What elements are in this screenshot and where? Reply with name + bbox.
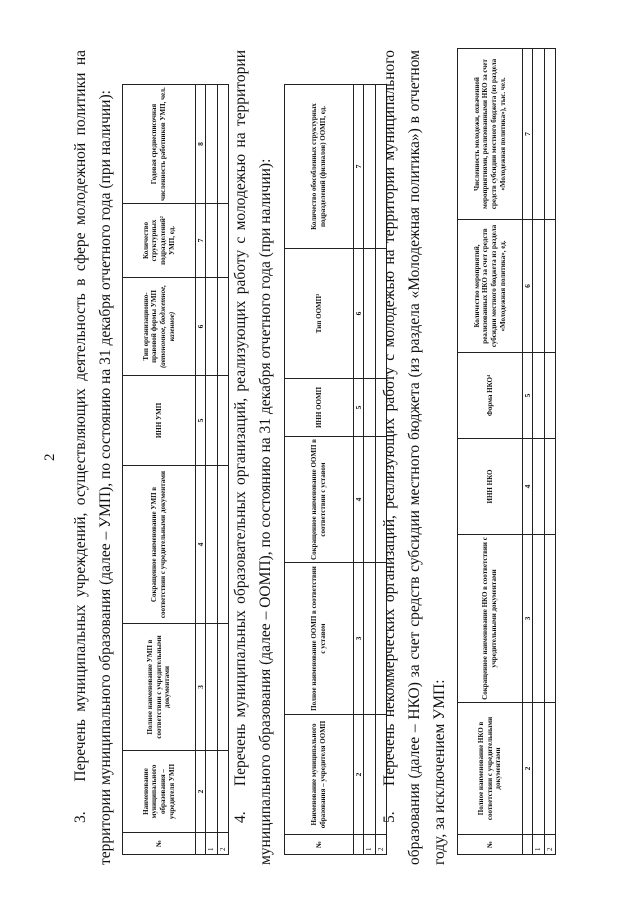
table-cell: 3 <box>196 624 206 751</box>
section-3-text: Перечень муниципальных учреждений, осуществляющих деятельность в сфере молодежной политики на территории муниципального образования (далее – УМП), по состоянию на 31 декабря отчетного года (при наличии): <box>72 49 114 865</box>
table-cell: 2 <box>196 751 206 833</box>
table-cell: 7 <box>196 204 206 278</box>
table-cell: 1 <box>533 835 545 855</box>
table-cell: 6 <box>354 249 364 379</box>
umo-table <box>122 84 229 855</box>
nko-col-youth-count: Численность молодежи, охваченной мероприятиями, реализованными НКО за счет средств субсидии местного бюджета (из раздела «Молодежная политика»), тыс. чел. <box>458 49 523 220</box>
table-cell <box>533 220 545 353</box>
table-cell <box>544 439 556 535</box>
table-cell <box>364 437 376 563</box>
oomp-col-founder: Наименование муниципального образования – учредителя ООМП <box>285 715 354 835</box>
table-cell <box>206 85 218 204</box>
umo-col-founder: Наименование муниципального образования – учредителя УМП <box>123 751 196 833</box>
table-cell <box>217 751 229 833</box>
section-4-number: 4. <box>232 811 249 823</box>
table-cell <box>217 278 229 376</box>
table-cell <box>206 278 218 376</box>
table-cell <box>544 49 556 220</box>
table-cell: 4 <box>523 439 533 535</box>
table-cell: 2 <box>544 835 556 855</box>
table-cell: 3 <box>523 535 533 703</box>
section-5-text: Перечень некоммерческих организаций, реализующих работу с молодежью на территории муниципального образования (далее – НКО) за счет средств субсидии местного бюджета (из раздела «Молодежная политика») в отчетном году, за исключением УМП: <box>381 50 448 865</box>
table-cell <box>217 624 229 751</box>
umo-col-staff: Годовая среднесписочная численность работников УМП, чел. <box>123 85 196 204</box>
table-cell <box>354 835 364 855</box>
table-row <box>544 49 556 855</box>
oomp-col-full-name: Полное наименование ООМП в соответствии с уставом <box>285 563 354 715</box>
table-cell <box>364 379 376 437</box>
umo-column-numbers <box>196 85 206 855</box>
table-cell <box>544 353 556 439</box>
section-4-heading <box>228 50 278 865</box>
umo-col-units: Количество структурных подразделений² УМП, ед. <box>123 204 196 278</box>
table-cell <box>364 715 376 835</box>
table-cell <box>533 439 545 535</box>
section-5-heading <box>377 50 452 865</box>
table-cell: 5 <box>196 376 206 466</box>
oomp-table <box>284 84 387 855</box>
umo-col-inn: ИНН УМП <box>123 376 196 466</box>
table-cell <box>206 204 218 278</box>
table-cell <box>217 85 229 204</box>
table-cell: 8 <box>196 85 206 204</box>
table-cell: 1 <box>206 833 218 855</box>
table-cell <box>533 353 545 439</box>
table-cell <box>206 376 218 466</box>
table-row <box>364 85 376 855</box>
table-cell: 4 <box>354 437 364 563</box>
oomp-col-inn: ИНН ООМП <box>285 379 354 437</box>
table-cell <box>364 85 376 249</box>
table-cell <box>196 833 206 855</box>
table-cell: 2 <box>375 835 387 855</box>
section-3-number: 3. <box>72 811 89 823</box>
table-cell: 1 <box>364 835 376 855</box>
nko-col-full-name: Полное наименование НКО в соответствии с учредительными документами <box>458 703 523 835</box>
table-row <box>217 85 229 855</box>
table-cell <box>206 624 218 751</box>
table-row <box>533 49 545 855</box>
table-cell: 5 <box>523 353 533 439</box>
table-cell: 6 <box>523 220 533 353</box>
table-cell <box>544 220 556 353</box>
table-cell <box>533 703 545 835</box>
nko-col-form: Форма НКО⁴ <box>458 353 523 439</box>
umo-col-num: № <box>123 833 196 855</box>
nko-column-numbers <box>523 49 533 855</box>
oomp-col-type: Тип ООМП³ <box>285 249 354 379</box>
nko-table <box>457 48 556 855</box>
table-cell <box>523 835 533 855</box>
table-cell: 7 <box>354 85 364 249</box>
table-cell: 2 <box>354 715 364 835</box>
table-cell <box>217 204 229 278</box>
nko-col-inn: ИНН НКО <box>458 439 523 535</box>
page-number: 2 <box>42 453 58 461</box>
table-cell: 7 <box>523 49 533 220</box>
umo-col-short-name: Сокращенное наименование УМП в соответствии с учредительными документами <box>123 466 196 624</box>
nko-col-short-name: Сокращенное наименование НКО в соответствии с учредительными документами <box>458 535 523 703</box>
table-cell <box>206 466 218 624</box>
umo-col-legal-form-unit: (автономное, бюджетное, казенное) <box>159 284 176 369</box>
section-4-text: Перечень муниципальных образовательных организаций, реализующих работу с молодежью на территории муниципального образования (далее – ООМП), по состоянию на 31 декабря отчетного года (при наличии): <box>232 49 274 865</box>
umo-col-legal-form <box>123 278 196 376</box>
nko-col-events: Количество мероприятий, реализованных НКО за счет средств субсидии местного бюджета из раздела «Молодежная политика», ед. <box>458 220 523 353</box>
table-row <box>206 85 218 855</box>
nko-col-num: № <box>458 835 523 855</box>
table-cell: 5 <box>354 379 364 437</box>
table-cell <box>206 751 218 833</box>
table-cell <box>217 376 229 466</box>
table-cell <box>544 535 556 703</box>
table-cell <box>533 535 545 703</box>
umo-col-full-name: Полное наименование УМП в соответствии с учредительными документами <box>123 624 196 751</box>
oomp-col-branches: Количество обособленных структурных подразделений (филиалов) ООМП, ед. <box>285 85 354 249</box>
table-cell <box>544 703 556 835</box>
table-cell <box>364 249 376 379</box>
table-cell: 2 <box>217 833 229 855</box>
table-cell <box>364 563 376 715</box>
umo-col-legal-form-text: Тип организационно-правовой формы УМП <box>141 290 159 363</box>
oomp-col-num: № <box>285 835 354 855</box>
table-cell: 6 <box>196 278 206 376</box>
section-3-heading <box>68 50 118 865</box>
table-cell <box>533 49 545 220</box>
table-cell: 2 <box>523 703 533 835</box>
table-cell <box>217 466 229 624</box>
section-5-number: 5. <box>381 811 398 823</box>
oomp-column-numbers <box>354 85 364 855</box>
oomp-col-short-name: Сокращенное наименование ООМП в соответствии с уставом <box>285 437 354 563</box>
table-cell: 4 <box>196 466 206 624</box>
table-cell: 3 <box>354 563 364 715</box>
